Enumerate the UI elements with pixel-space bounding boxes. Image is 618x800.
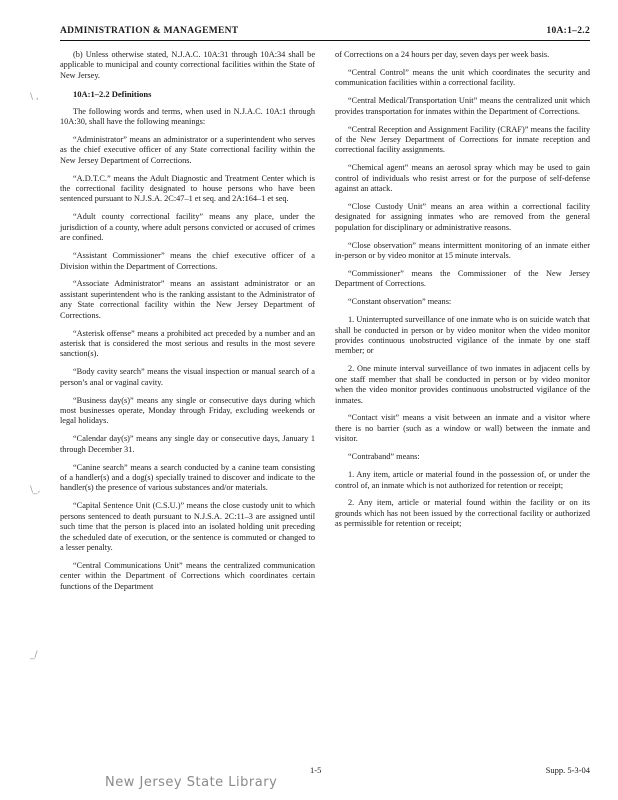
page-number: 1-5 (310, 765, 322, 775)
definition-paragraph: “Capital Sentence Unit (C.S.U.)” means the close custody unit to which persons sentenced to death pursuant to N.J.S.A. 2C:11–3 are assigned until such time that the person is placed into an isolated holding unit preceding the scheduled date of execution, or the sentence is commuted or changed to a lesser penalty. (60, 501, 315, 552)
section-title: ADMINISTRATION & MANAGEMENT (60, 26, 239, 36)
definition-paragraph: “Central Reception and Assignment Facility (CRAF)” means the facility of the New Jersey Department of Corrections for inmate reception and correctional facility assignments. (335, 124, 590, 155)
definition-paragraph: “Constant observation” means: (348, 297, 452, 307)
definition-paragraph: “Associate Administrator” means an assistant administrator or an assistant superintendent who is the ranking assistant to the Administrator of any State correctional facility within the New Jersey Department of Corrections. (60, 279, 315, 320)
definition-paragraph: “Central Control” means the unit which coordinates the security and communication facilities within a correctional facility. (335, 67, 590, 88)
definition-paragraph: “Close Custody Unit” means an area within a correctional facility designated for assigning inmates who are removed from the general population for disciplinary or administrative reasons. (335, 201, 590, 232)
list-item: 2. Any item, article or material found within the facility or on its grounds which has not been issued by the correctional facility or authorized as permissible for retention or receipt; (335, 498, 590, 529)
definition-paragraph: “Central Communications Unit” means the centralized communication center within the Department of Corrections which coordinates certain functions of the Department (60, 560, 315, 591)
list-item: 1. Uninterrupted surveillance of one inmate who is on suicide watch that shall be conducted in person or by video monitor when the video monitor provides continuous unobstructed vigilance of the inmate by one staff member; or (335, 315, 590, 356)
section-heading: 10A:1–2.2 Definitions (73, 88, 152, 99)
list-item: 1. Any item, article or material found in the possession of, or under the control of, an inmate which is not authorized for retention or receipt; (335, 470, 590, 490)
margin-mark: \ , (30, 92, 39, 102)
definition-paragraph: “Administrator” means an administrator or a superintendent who serves as the chief executive officer of any State correctional facility within the New Jersey Department of Corrections. (60, 134, 315, 165)
header-rule (60, 40, 590, 41)
continued-paragraph: of Corrections on a 24 hours per day, seven days per week basis. (335, 50, 550, 59)
definition-paragraph: “Business day(s)” means any single or consecutive days during which most businesses operate, Monday through Friday, excluding weekends or legal holidays. (60, 395, 315, 426)
definition-paragraph: “Adult county correctional facility” means any place, under the jurisdiction of a county, where adult persons convicted or accused of crimes are confined. (60, 212, 315, 243)
library-stamp: New Jersey State Library (105, 775, 278, 790)
definition-paragraph: “Body cavity search” means the visual inspection or manual search of a person’s anal or vaginal cavity. (60, 367, 315, 387)
definition-paragraph: “Canine search” means a search conducted by a canine team consisting of a handler(s) and a dog(s) specially trained to discover and indicate to the handler(s) the presence of various substances and/or materials. (60, 462, 315, 493)
definition-paragraph: “Assistant Commissioner” means the chief executive officer of a Division within the Department of Corrections. (60, 251, 315, 271)
left-column (60, 50, 315, 600)
definition-paragraph: “Central Medical/Transportation Unit” means the centralized unit which provides transportation for inmates within the Department of Corrections. (335, 96, 590, 116)
right-column (335, 50, 590, 537)
definition-paragraph: “Commissioner” means the Commissioner of the New Jersey Department of Corrections. (335, 269, 590, 289)
running-head (60, 26, 590, 36)
definition-paragraph: “Asterisk offense” means a prohibited act preceded by a number and an asterisk that is considered the most serious and results in the most severe sanction(s). (60, 328, 315, 359)
definition-paragraph: “Chemical agent” means an aerosol spray which may be used to gain control of individuals who resist arrest or for the purpose of self-defense against an attack. (335, 163, 590, 194)
section-code: 10A:1–2.2 (546, 26, 590, 36)
definition-paragraph: “Contraband” means: (348, 452, 420, 462)
definition-paragraph: “Calendar day(s)” means any single day or consecutive days, January 1 through December 31. (60, 434, 315, 454)
paragraph: (b) Unless otherwise stated, N.J.A.C. 10A:31 through 10A:34 shall be applicable to municipal and county correctional facilities within the State of New Jersey. (60, 50, 315, 80)
paragraph: The following words and terms, when used in N.J.A.C. 10A:1 through 10A:30, shall have the following meanings: (60, 106, 315, 127)
margin-mark: \_, (30, 485, 41, 495)
supplement-date: Supp. 5-3-04 (545, 765, 590, 775)
definition-paragraph: “Close observation” means intermittent monitoring of an inmate either in-person or by video monitor at 15 minute intervals. (335, 240, 590, 261)
definition-paragraph: “Contact visit” means a visit between an inmate and a visitor where there is no barrier (such as a window or wall) between the inmate and visitor. (335, 413, 590, 444)
margin-mark: _/ (30, 650, 38, 660)
definition-paragraph: “A.D.T.C.” means the Adult Diagnostic and Treatment Center which is the correctional facility designated to house persons who have been sentenced pursuant to N.J.S.A. 2C:47–1 et seq. and 2A:164–1 et seq. (60, 173, 315, 204)
list-item: 2. One minute interval surveillance of two inmates in adjacent cells by one staff member that shall be conducted in person or by video monitor when the video monitor provides continuous unobstructed vigilance of the inmates. (335, 364, 590, 405)
body-columns (60, 50, 590, 750)
